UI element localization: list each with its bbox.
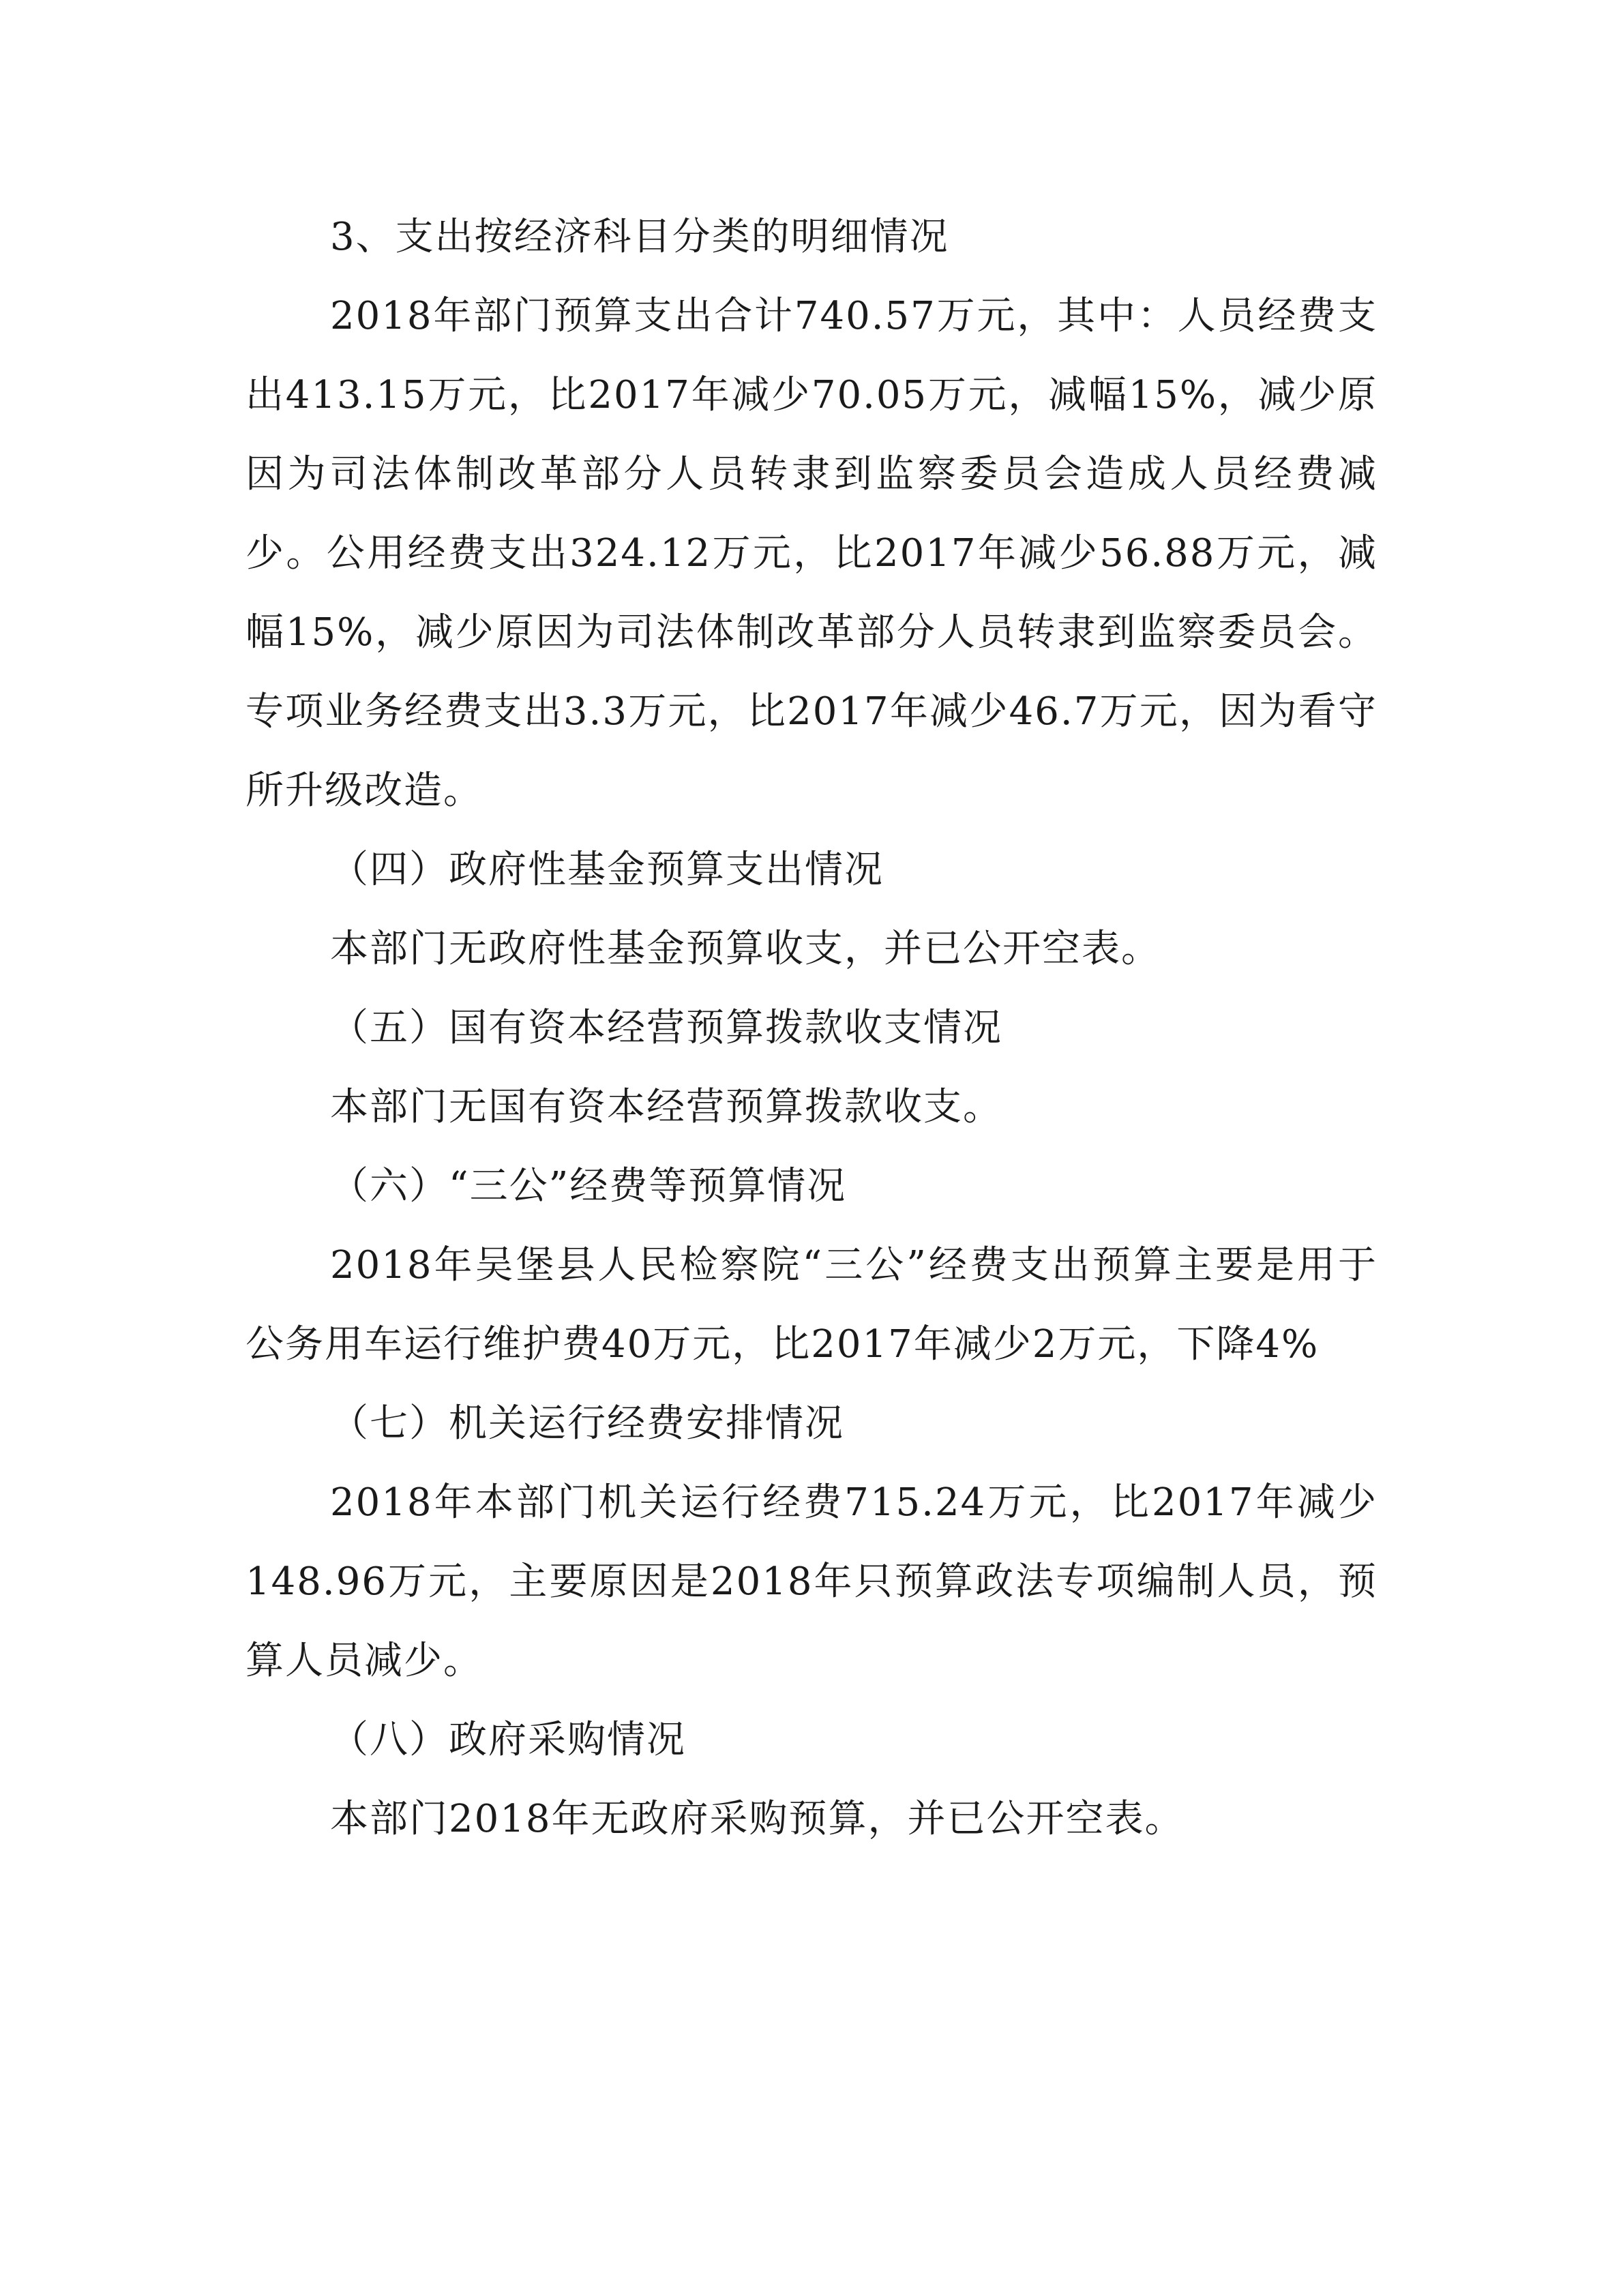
document-body: [245, 198, 1378, 1859]
section-heading-expense-by-economic-category: 3、支出按经济科目分类的明细情况: [330, 215, 949, 259]
section-heading-government-fund: （四）政府性基金预算支出情况: [330, 848, 884, 892]
paragraph-expense-details: 2018年部门预算支出合计740.57万元，其中：人员经费支出413.15万元，比2017年减少70.05万元，减幅15%，减少原因为司法体制改革部分人员转隶到监察委员会造成人员经费减少。公用经费支出324.12万元，比2017年减少56.88万元，减幅15%，减少原因为司法体制改革部分人员转隶到监察委员会。专项业务经费支出3.3万元，比2017年减少46.7万元，因为看守所升级改造。: [245, 294, 1378, 813]
paragraph-agency-operating-costs: 2018年本部门机关运行经费715.24万元，比2017年减少148.96万元，主要原因是2018年只预算政法专项编制人员，预算人员减少。: [245, 1480, 1378, 1683]
section-heading-government-procurement: （八）政府采购情况: [330, 1718, 686, 1762]
paragraph-government-procurement: 本部门2018年无政府采购预算，并已公开空表。: [330, 1797, 1185, 1841]
section-heading-three-public-expenses: （六）“三公”经费等预算情况: [330, 1164, 847, 1208]
section-heading-state-capital: （五）国有资本经营预算拨款收支情况: [330, 1006, 1002, 1050]
section-heading-agency-operating-costs: （七）机关运行经费安排情况: [330, 1401, 844, 1446]
paragraph-three-public-expenses: 2018年吴堡县人民检察院“三公”经费支出预算主要是用于公务用车运行维护费40万元，比2017年减少2万元，下降4%: [245, 1243, 1378, 1367]
paragraph-government-fund: 本部门无政府性基金预算收支，并已公开空表。: [330, 927, 1161, 971]
paragraph-state-capital: 本部门无国有资本经营预算拨款收支。: [330, 1085, 1002, 1129]
